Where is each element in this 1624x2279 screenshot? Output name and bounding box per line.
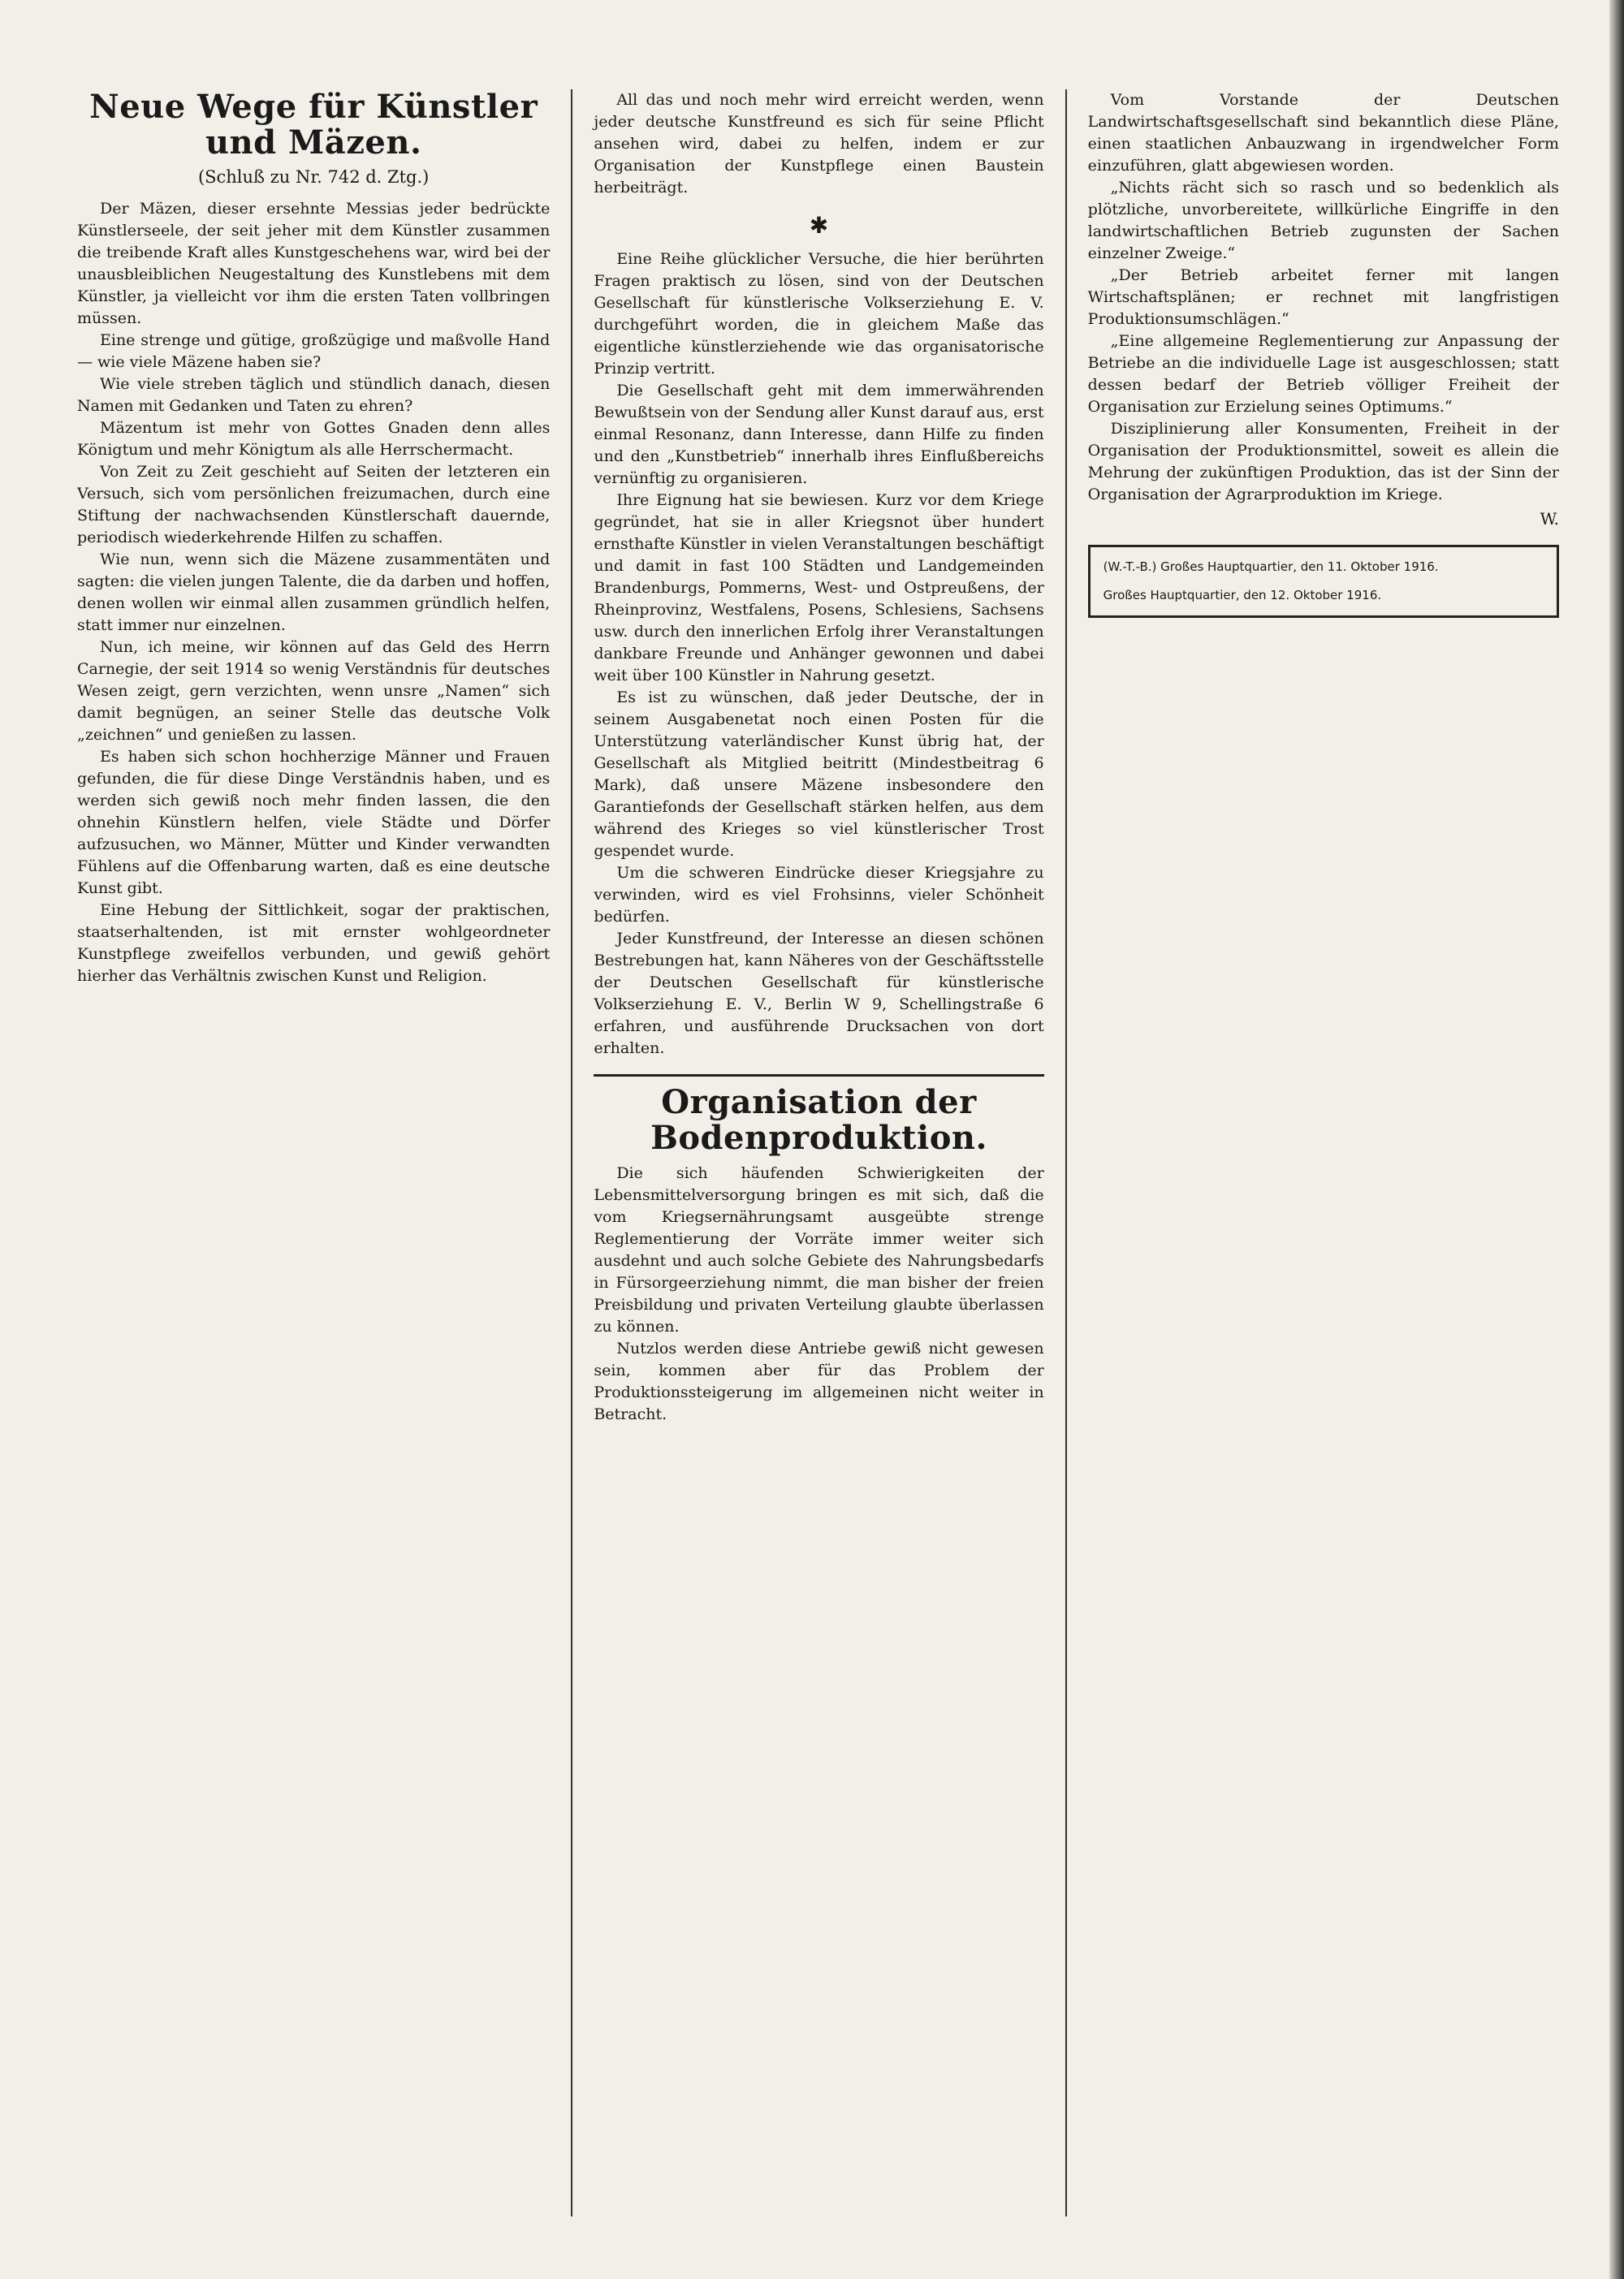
article-paragraph: Jeder Kunstfreund, der Interesse an diesen schönen Bestrebungen hat, kann Näheres von der Geschäftsstelle der Deutschen Gesellschaft für künstlerische Volkserziehung E. V., Berlin W 9, Schellingstraße 6 erfahren, und ausführende Drucksachen von dort erhalten. [594,930,1044,1057]
article-paragraph: Nutzlos werden diese Antriebe gewiß nicht gewesen sein, kommen aber für das Problem der Produktionssteigerung im allgemeinen nicht weiter in Betracht. [594,1340,1044,1423]
article-paragraph: Es haben sich schon hochherzige Männer und Frauen gefunden, die für diese Dinge Verständnis haben, und es werden sich gewiß noch mehr finden lassen, die den ohnehin Künstlern helfen, viele Städte und Dörfer aufzusuchen, wo Männer, Mütter und Kinder verwandten Fühlens auf die Offenbarung warten, daß es eine deutsche Kunst gibt. [77,748,551,897]
column-right [1065,89,1559,2216]
announcement-gap [1104,576,1544,587]
article-headline-kuenstler: Neue Wege für Künstler und Mäzen. [89,89,538,162]
article-headline-bodenproduktion: Organisation der Bodenproduktion. [650,1083,987,1157]
article-paragraph: Wie viele streben täglich und stündlich danach, diesen Namen mit Gedanken und Taten zu ehren? [77,375,551,415]
article-paragraph: Wie nun, wenn sich die Mäzene zusammentäten und sagten: die vielen jungen Talente, die da darben und hoffen, denen wollen wir einmal allen zusammen gründlich helfen, statt immer nur einzelnen. [77,550,551,634]
article-paragraph: Die sich häufenden Schwierigkeiten der Lebensmittelversorgung bringen es mit sich, daß die vom Kriegsernährungsamt ausgeübte strenge Reglementierung der Vorräte immer weiter sich ausdehnt und auch solche Gebiete des Nahrungsbedarfs in Fürsorgeerziehung nimmt, die man bisher der freien Preisbildung und privaten Verteilung glaubte überlassen zu können. [594,1164,1044,1336]
article-paragraph: Eine strenge und gütige, großzügige und maßvolle Hand — wie viele Mäzene haben sie? [77,331,551,371]
announcement-line: (W.-T.-B.) Großes Hauptquartier, den 11. Oktober 1916. [1103,559,1439,574]
article-paragraph: Disziplinierung aller Konsumenten, Freiheit in der Organisation der Produktionsmittel, soweit es allein die Mehrung der zukünftigen Produktion, das ist der Sinn der Organisation der Agrarproduktion im Kriege. [1087,420,1559,503]
column-middle [571,89,1065,2216]
page-edge-shadow [1609,0,1624,2279]
article-paragraph: „Nichts rächt sich so rasch und so bedenklich als plötzliche, unvorbereitete, willkürliche Eingriffe in den landwirtschaftlichen Betrieb zugunsten der Sachen einzelner Zweige.“ [1087,179,1559,262]
section-star-divider: ✱ [809,212,829,239]
article-paragraph: Die Gesellschaft geht mit dem immerwährenden Bewußtsein von der Sendung aller Kunst darauf aus, erst einmal Resonanz, dann Interesse, dann Hilfe zu finden und den „Kunstbetrieb“ innerhalb ihres Einflußbereichs vernünftig zu organisieren. [594,382,1044,487]
article-paragraph: Eine Reihe glücklicher Versuche, die hier berührten Fragen praktisch zu lösen, sind von der Deutschen Gesellschaft für künstlerische Volkserziehung E. V. durchgeführt worden, die in gleichem Maße das eigentliche künstlerziehende wie das organisatorische Prinzip vertritt. [594,250,1044,378]
article-paragraph: Vom Vorstande der Deutschen Landwirtschaftsgesellschaft sind bekanntlich diese Pläne, einen staatlichen Anbauzwang in irgendwelcher Form einzuführen, glatt abgewiesen worden. [1087,91,1559,175]
column-left [77,89,571,2216]
article-paragraph: Mäzentum ist mehr von Gottes Gnaden denn alles Königtum und mehr Königtum als alle Herrschermacht. [77,419,551,459]
announcement-line: Großes Hauptquartier, den 12. Oktober 1916. [1103,588,1382,602]
column-grid [77,89,1559,2216]
article-paragraph: Von Zeit zu Zeit geschieht auf Seiten der letzteren ein Versuch, sich vom persönlichen freizumachen, durch eine Stiftung der nachwachsenden Künstlerschaft dauernde, periodisch wiederkehrende Hilfen zu schaffen. [77,463,551,546]
article-paragraph: All das und noch mehr wird erreicht werden, wenn jeder deutsche Kunstfreund es sich für seine Pflicht ansehen wird, dabei zu helfen, indem er zur Organisation der Kunstpflege einen Baustein herbeiträgt. [594,91,1044,196]
announcement-box [1088,545,1559,618]
article-paragraph: Um die schweren Eindrücke dieser Kriegsjahre zu verwinden, wird es viel Frohsinns, vieler Schönheit bedürfen. [594,864,1044,926]
article-signature: W. [1540,509,1559,529]
article-separator [594,1074,1043,1077]
article-paragraph: Ihre Eignung hat sie bewiesen. Kurz vor dem Kriege gegründet, hat sie in aller Kriegsnot über hundert ernsthafte Künstler in vielen Veranstaltungen beschäftigt und damit in fast 100 Städten und Landgemeinden Brandenburgs, Pommerns, West- und Ostpreußens, der Rheinprovinz, Westfalens, Posens, Schlesiens, Sachsens usw. durch den innerlichen Erfolg ihrer Veranstaltungen dankbare Freunde und Anhänger gewonnen und dabei weit über 100 Künstler in Nahrung gesetzt. [594,491,1044,684]
article-paragraph: Eine Hebung der Sittlichkeit, sogar der praktischen, staatserhaltenden, ist mit ernster wohlgeordneter Kunstpflege zweifellos verbunden, und gewiß gehört hierher das Verhältnis zwischen Kunst und Religion. [77,901,551,985]
article-paragraph: Es ist zu wünschen, daß jeder Deutsche, der in seinem Ausgabenetat noch einen Posten für die Unterstützung vaterländischer Kunst übrig hat, der Gesellschaft als Mitglied beitritt (Mindestbeitrag 6 Mark), daß unsere Mäzene insbesondere den Garantiefonds der Gesellschaft stärken helfen, aus dem während des Krieges so viel künstlerischer Trost gespendet wurde. [594,688,1044,860]
article-paragraph: „Eine allgemeine Reglementierung zur Anpassung der Betriebe an die individuelle Lage ist ausgeschlossen; statt dessen bedarf der Betrieb völliger Freiheit der Organisation zur Erzielung seines Optimums.“ [1087,332,1559,416]
article-paragraph: „Der Betrieb arbeitet ferner mit langen Wirtschaftsplänen; er rechnet mit langfristigen Produktionsumschlägen.“ [1087,266,1559,328]
article-paragraph: Nun, ich meine, wir können auf das Geld des Herrn Carnegie, der seit 1914 so wenig Verständnis für deutsches Wesen zeigt, gern verzichten, wenn unsre „Namen“ sich damit begnügen, an seiner Stelle das deutsche Volk „zeichnen“ und genießen zu lassen. [77,638,551,744]
article-paragraph: Der Mäzen, dieser ersehnte Messias jeder bedrückte Künstlerseele, der seit jeher mit dem Künstler zusammen die treibende Kraft alles Kunstgeschehens war, wird bei der unausbleiblichen Neugestaltung des Kunstlebens mit dem Künstler, ja vielleicht vor ihm die ersten Taten vollbringen müssen. [77,200,551,327]
article-subhead: (Schluß zu Nr. 742 d. Ztg.) [197,167,430,187]
